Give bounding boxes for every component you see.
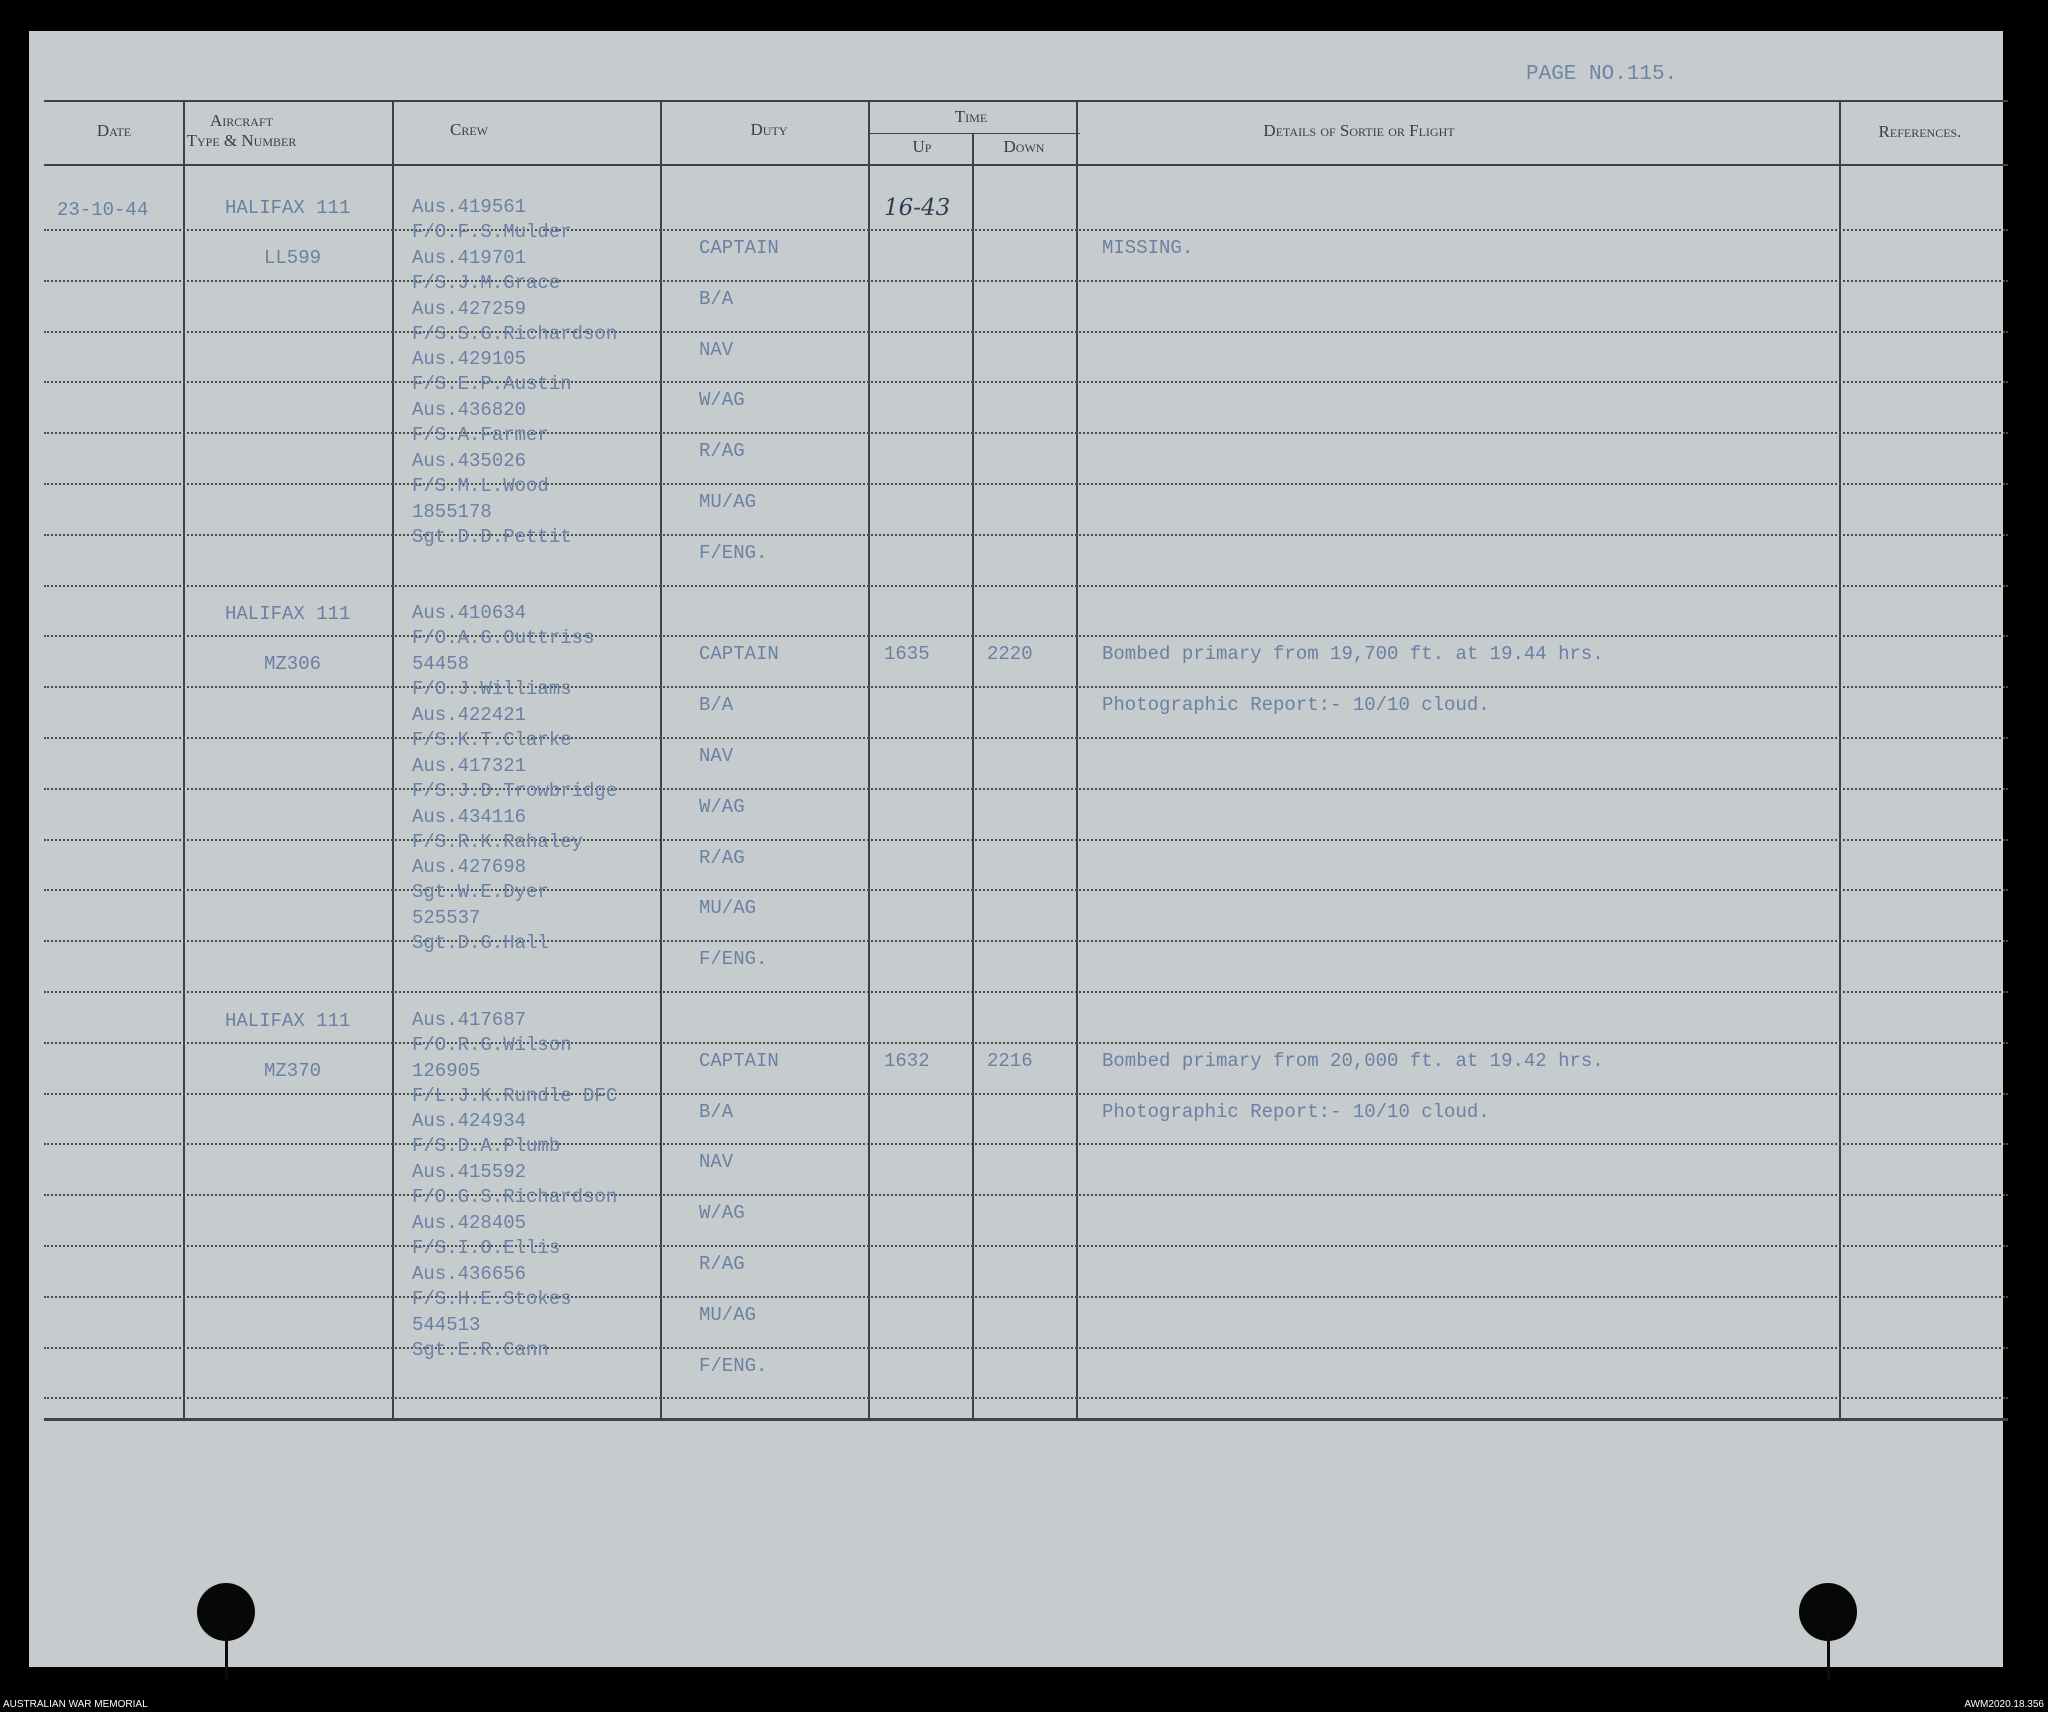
- crew-duty: F/ENG.: [699, 1354, 768, 1377]
- col-divider: [392, 100, 394, 1420]
- crew-service-number: 54458: [412, 653, 470, 676]
- crew-name: Sgt.E.R.Cann: [412, 1338, 549, 1361]
- sortie-details-line: MISSING.: [1102, 237, 1194, 259]
- dotted-rule: [44, 940, 2008, 942]
- dotted-rule: [44, 1042, 2008, 1044]
- crew-service-number: Aus.419701: [412, 246, 527, 269]
- col-divider: [1076, 100, 1078, 1420]
- crew-service-number: Aus.429105: [412, 348, 527, 371]
- header-aircraft-line1: Aircraft: [210, 111, 273, 130]
- sortie-details-line: Photographic Report:- 10/10 cloud.: [1102, 1100, 1490, 1123]
- crew-service-number: Aus.435026: [412, 450, 527, 472]
- crew-name: F/O.J.Williams: [412, 678, 572, 701]
- col-divider: [868, 100, 870, 1420]
- sortie-date: 23-10-44: [57, 199, 149, 221]
- sortie-details-line: Bombed primary from 20,000 ft. at 19.42 hrs.: [1102, 1049, 1604, 1072]
- dotted-rule: [44, 1194, 2008, 1196]
- sortie-details-line: Photographic Report:- 10/10 cloud.: [1102, 694, 1490, 717]
- header-references: References.: [1878, 122, 1962, 141]
- footer-archive-name: AUSTRALIAN WAR MEMORIAL: [3, 1699, 148, 1710]
- dotted-rule: [44, 534, 2008, 536]
- sortie-details-line: Bombed primary from 19,700 ft. at 19.44 hrs.: [1102, 643, 1604, 666]
- col-divider: [972, 134, 974, 1420]
- crew-name: Sgt.D.D.Pettit: [412, 525, 572, 548]
- crew-duty: B/A: [699, 694, 734, 717]
- crew-name: Sgt.W.E.Dyer: [412, 881, 549, 904]
- aircraft-number: LL599: [264, 247, 322, 269]
- dotted-rule: [44, 483, 2008, 485]
- header-time: Time: [954, 107, 988, 126]
- crew-name: F/S.I.O.Ellis: [412, 1237, 561, 1259]
- time-up: 16-43: [884, 195, 951, 221]
- crew-name: F/S.H.E.Stokes: [412, 1287, 572, 1310]
- dotted-rule: [44, 839, 2008, 841]
- time-down: 2220: [987, 643, 1033, 666]
- crew-service-number: Aus.427698: [412, 856, 527, 879]
- crew-name: F/S.D.A.Plumb: [412, 1135, 561, 1158]
- crew-service-number: Aus.417687: [412, 1008, 527, 1031]
- header-time-down: Down: [1003, 137, 1045, 156]
- crew-duty: NAV: [699, 338, 734, 361]
- crew-duty: R/AG: [699, 440, 745, 463]
- aircraft-type: HALIFAX 111: [225, 197, 351, 219]
- crew-duty: NAV: [699, 745, 734, 767]
- table-bottom-rule: [44, 1418, 2008, 1421]
- header-date: Date: [96, 121, 132, 140]
- dotted-rule: [44, 737, 2008, 739]
- time-subheader-rule: [870, 133, 1080, 134]
- dotted-rule: [44, 991, 2008, 993]
- crew-service-number: Aus.424934: [412, 1110, 527, 1133]
- crew-name: F/S.S.G.Richardson: [412, 322, 618, 345]
- col-divider: [1839, 100, 1841, 1420]
- crew-service-number: 525537: [412, 907, 481, 930]
- dotted-rule: [44, 1296, 2008, 1298]
- dotted-rule: [44, 1397, 2008, 1399]
- crew-duty: MU/AG: [699, 897, 757, 920]
- header-crew: Crew: [450, 120, 488, 139]
- time-up: 1635: [884, 643, 930, 666]
- crew-service-number: Aus.417321: [412, 754, 527, 777]
- crew-duty: CAPTAIN: [699, 237, 779, 259]
- crew-name: F/S.K.T.Clarke: [412, 729, 572, 751]
- crew-duty: B/A: [699, 1100, 734, 1123]
- crew-service-number: Aus.427259: [412, 297, 527, 320]
- crew-name: F/S.R.K.Rahaley: [412, 830, 584, 853]
- dotted-rule: [44, 381, 2008, 383]
- dotted-rule: [44, 331, 2008, 333]
- col-divider: [660, 100, 662, 1420]
- dotted-rule: [44, 1093, 2008, 1095]
- crew-name: F/O.R.G.Wilson: [412, 1033, 572, 1056]
- crew-service-number: 1855178: [412, 500, 492, 523]
- crew-name: F/S.A.Farmer: [412, 424, 549, 447]
- crew-duty: R/AG: [699, 846, 745, 869]
- header-aircraft: [149, 111, 334, 151]
- crew-service-number: Aus.419561: [412, 196, 527, 218]
- crew-name: F/S.J.M.Grace: [412, 271, 561, 294]
- crew-duty: CAPTAIN: [699, 643, 779, 666]
- header-time-up: Up: [912, 137, 932, 156]
- crew-service-number: Aus.434116: [412, 805, 527, 828]
- header-aircraft-line2: Type & Number: [186, 131, 297, 150]
- crew-name: F/S.E.P.Austin: [412, 373, 572, 396]
- crew-name: F/O.A.G.Outtriss: [412, 627, 595, 650]
- crew-duty: MU/AG: [699, 1303, 757, 1326]
- crew-duty: CAPTAIN: [699, 1049, 779, 1072]
- aircraft-number: MZ306: [264, 653, 322, 676]
- dotted-rule: [44, 585, 2008, 587]
- crew-service-number: Aus.415592: [412, 1161, 527, 1184]
- crew-name: Sgt.D.G.Hall: [412, 932, 549, 955]
- header-duty: Duty: [750, 120, 788, 139]
- dotted-rule: [44, 1245, 2008, 1247]
- dotted-rule: [44, 280, 2008, 282]
- binder-stem: [225, 1631, 228, 1681]
- crew-name: F/O.G.S.Richardson: [412, 1186, 618, 1209]
- aircraft-type: HALIFAX 111: [225, 1009, 351, 1032]
- crew-duty: MU/AG: [699, 491, 757, 513]
- col-divider: [183, 100, 185, 1420]
- crew-service-number: Aus.422421: [412, 704, 527, 726]
- crew-name: F/S.M.L.Wood: [412, 475, 549, 497]
- crew-service-number: 544513: [412, 1313, 481, 1336]
- dotted-rule: [44, 1143, 2008, 1145]
- crew-duty: B/A: [699, 287, 734, 310]
- crew-service-number: 126905: [412, 1059, 481, 1082]
- table-top-rule: [44, 100, 2008, 102]
- dotted-rule: [44, 432, 2008, 434]
- dotted-rule: [44, 889, 2008, 891]
- crew-duty: R/AG: [699, 1253, 745, 1275]
- crew-duty: NAV: [699, 1151, 734, 1174]
- record-sheet: [29, 31, 2003, 1667]
- aircraft-number: MZ370: [264, 1059, 322, 1082]
- crew-duty: W/AG: [699, 795, 745, 818]
- dotted-rule: [44, 788, 2008, 790]
- crew-name: F/L.J.K.Rundle DFC: [412, 1084, 618, 1107]
- crew-duty: W/AG: [699, 1202, 745, 1225]
- footer-item-number: AWM2020.18.356: [1964, 1699, 2044, 1710]
- crew-service-number: Aus.428405: [412, 1212, 527, 1234]
- crew-duty: F/ENG.: [699, 541, 768, 564]
- crew-name: F/S.J.D.Trowbridge: [412, 779, 618, 802]
- dotted-rule: [44, 229, 2008, 231]
- time-down: 2216: [987, 1049, 1033, 1072]
- dotted-rule: [44, 686, 2008, 688]
- header-bottom-rule: [44, 164, 2008, 166]
- crew-service-number: Aus.410634: [412, 602, 527, 625]
- crew-duty: F/ENG.: [699, 948, 768, 971]
- aircraft-type: HALIFAX 111: [225, 603, 351, 626]
- time-up: 1632: [884, 1049, 930, 1072]
- header-details: Details of Sortie or Flight: [1263, 121, 1455, 140]
- binder-stem: [1827, 1631, 1830, 1681]
- crew-service-number: Aus.436656: [412, 1262, 527, 1285]
- crew-duty: W/AG: [699, 389, 745, 412]
- dotted-rule: [44, 635, 2008, 637]
- dotted-rule: [44, 1347, 2008, 1349]
- page-number: PAGE NO.115.: [1526, 63, 1678, 86]
- crew-service-number: Aus.436820: [412, 399, 527, 422]
- crew-name: F/O.F.S.Mulder: [412, 221, 572, 243]
